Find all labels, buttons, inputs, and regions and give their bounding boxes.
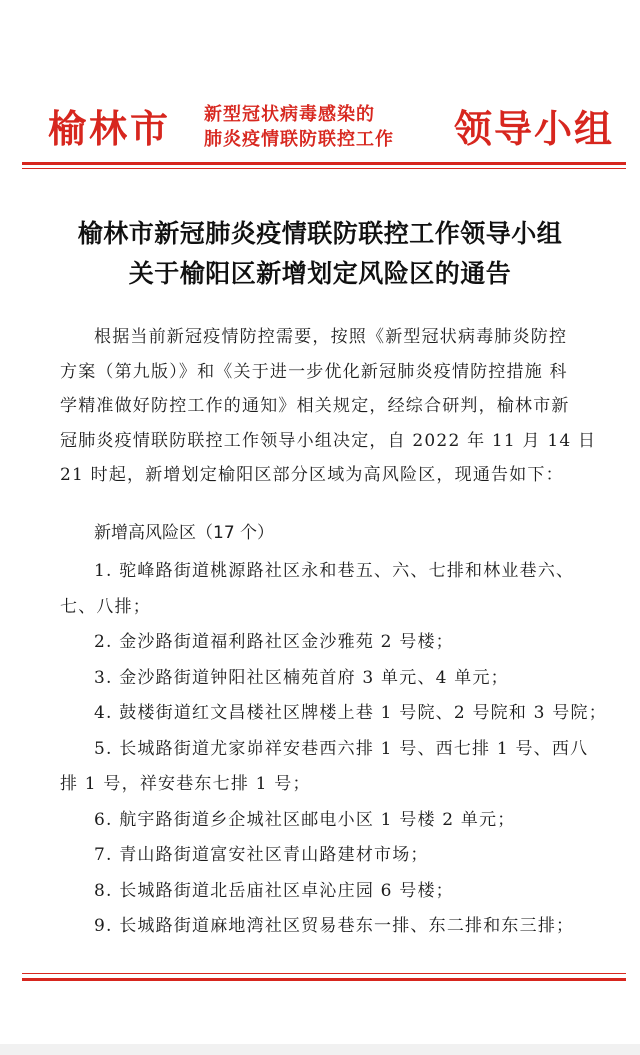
letterhead-middle (204, 102, 444, 152)
paragraph-line: 21 时起，新增划定榆阳区部分区域为高风险区，现通告如下： (60, 465, 564, 485)
list-item: 8. 长城路街道北岳庙社区卓沁庄园 6 号楼； (94, 880, 454, 901)
paragraph-line: 学精准做好防控工作的通知》相关规定，经综合研判，榆林市新 (60, 396, 570, 416)
list-item: 9. 长城路街道麻地湾社区贸易巷东一排、东二排和东三排； (94, 916, 575, 936)
list-item: 7. 青山路街道富安社区青山路建材市场； (94, 845, 429, 865)
letterhead-rule-thick (22, 162, 626, 165)
paragraph-line: 方案（第九版）》和《关于进一步优化新冠肺炎疫情防控措施 科 (60, 361, 568, 382)
letterhead-city: 榆林市 (48, 107, 172, 151)
letterhead-group: 领导小组 (454, 107, 615, 151)
notice-title-line2: 关于榆阳区新增划定风险区的通告 (128, 259, 512, 288)
footer-rule-thin (22, 973, 626, 974)
list-item: 5. 长城路街道尤家峁祥安巷西六排 1 号、西七排 1 号、西八 (94, 738, 589, 759)
list-item: 4. 鼓楼街道红文昌楼社区牌楼上巷 1 号院、2 号院和 3 号院； (94, 703, 607, 723)
list-item: 3. 金沙路街道钟阳社区楠苑首府 3 单元、4 单元； (94, 667, 509, 688)
notice-title-line1: 榆林市新冠肺炎疫情联防联控工作领导小组 (77, 219, 563, 248)
letterhead (20, 96, 620, 162)
list-item-continuation: 排 1 号，祥安巷东七排 1 号； (60, 774, 311, 794)
letterhead-middle-line1: 新型冠状病毒感染的 (204, 104, 375, 125)
footer-rule-thick (22, 978, 626, 981)
paragraph-line: 根据当前新冠疫情防控需要，按照《新型冠状病毒肺炎防控 (94, 327, 568, 347)
page-bottom-edge (0, 1044, 640, 1055)
paragraph-line: 冠肺炎疫情联防联控工作领导小组决定，自 2022 年 11 月 14 日 (60, 430, 597, 451)
risk-area-list (60, 554, 620, 945)
intro-paragraph (60, 320, 600, 493)
letterhead-rule-thin (22, 168, 626, 169)
list-item-continuation: 七、八排； (60, 596, 151, 617)
letterhead-middle-line2: 肺炎疫情联防联控工作 (204, 129, 394, 150)
list-item: 6. 航宇路街道乡企城社区邮电小区 1 号楼 2 单元； (94, 809, 516, 830)
section-heading: 新增高风险区（17 个） (94, 523, 275, 543)
list-item: 1. 驼峰路街道桃源路社区永和巷五、六、七排和林业巷六、 (94, 561, 575, 581)
list-item: 2. 金沙路街道福利路社区金沙雅苑 2 号楼； (94, 632, 454, 652)
